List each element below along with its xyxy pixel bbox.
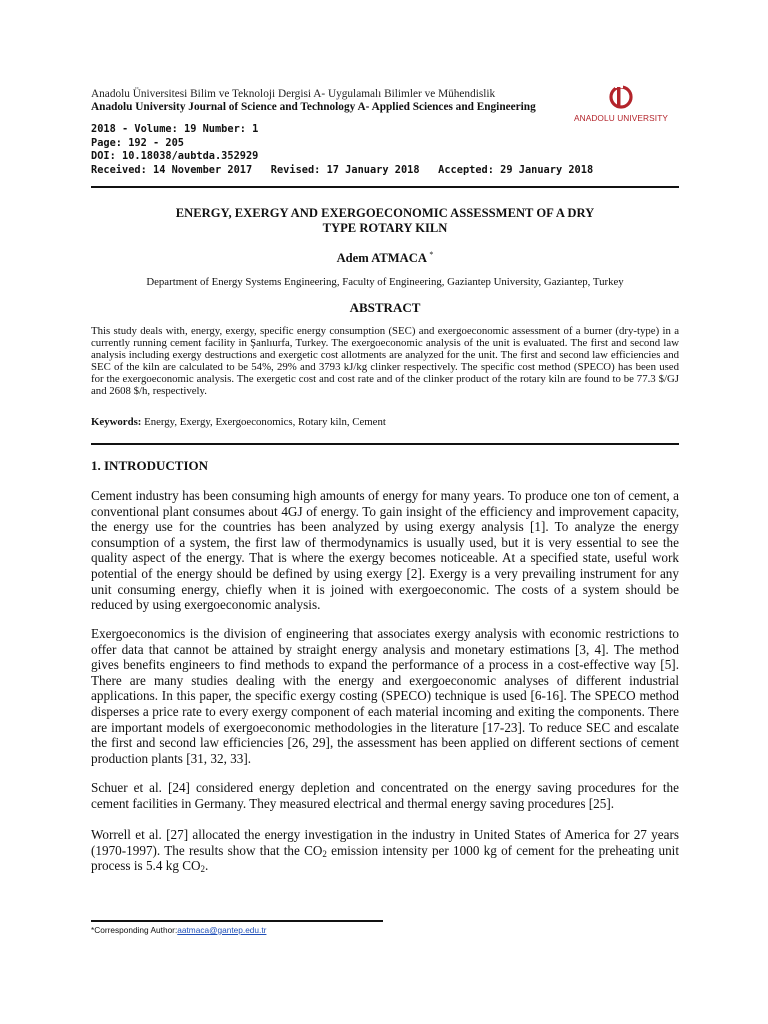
- footnote-label: *Corresponding Author:: [91, 925, 178, 935]
- author-text: Adem ATMACA: [336, 251, 427, 266]
- intro-paragraph-4: [91, 827, 679, 874]
- keywords-list: Energy, Exergy, Exergoeconomics, Rotary kiln, Cement: [144, 416, 386, 428]
- footnote: [91, 925, 266, 935]
- corresponding-email-link[interactable]: aatmaca@gantep.edu.tr: [177, 925, 267, 935]
- article-meta: [91, 123, 593, 177]
- university-logo-text: ANADOLU UNIVERSITY: [573, 113, 668, 123]
- intro-paragraph-2: Exergoeconomics is the division of engineering that associates exergy analysis with economic restrictions to offer data that cannot be attained by straight energy analysis and monetary estimations [3, 4]. The method gives benefits engineers to find methods to expand the performance of a process in a cost-effective way [5]. There are many studies dealing with the energy and exergoeconomic analyses of different industrial applications. In this paper, the specific exergy costing (SPECO) technique is used [6-16]. The SPECO method disperses a price rate to every exergy component of each material incoming and exiting the components. There are important models of exergoeconomic methodologies in the literature [17-23]. To reduce SEC and escalate the first and second law efficiencies [26, 29], the assessment has been applied on different sections of cement production plants [31, 32, 33].: [91, 626, 679, 766]
- p4-subscript-2: 2: [200, 864, 206, 875]
- p4-subscript-1: 2: [322, 848, 327, 859]
- meta-dates: Received: 14 November 2017 Revised: 17 January 2018 Accepted: 29 January 2018: [91, 163, 594, 176]
- author-name: [91, 250, 679, 266]
- abstract-divider: [91, 443, 679, 445]
- university-emblem-icon: [566, 85, 676, 113]
- keywords: [91, 416, 679, 428]
- section-heading: 1. INTRODUCTION: [91, 458, 209, 473]
- p4-text-2: emission intensity per 1000 kg of cement for the preheating unit process is 5.4 kg CO: [91, 842, 680, 874]
- meta-doi: DOI: 10.18038/aubtda.352929: [91, 150, 259, 162]
- footnote-divider: [91, 920, 383, 922]
- author-affiliation: Department of Energy Systems Engineering, Faculty of Engineering, Gaziantep University, Gaziantep, Turkey: [146, 276, 624, 288]
- meta-pages: Page: 192 - 205: [91, 136, 184, 149]
- title-line-2: TYPE ROTARY KILN: [322, 221, 448, 235]
- journal-name-english: Anadolu University Journal of Science and Technology A- Applied Sciences and Engineering: [91, 101, 536, 113]
- abstract-heading: ABSTRACT: [349, 300, 421, 315]
- intro-paragraph-3: Schuer et al. [24] considered energy depletion and concentrated on the energy saving procedures for the cement facilities in Germany. They measured electrical and thermal energy saving procedures [25].: [91, 780, 679, 811]
- author-mark: *: [429, 250, 434, 259]
- journal-name-turkish: Anadolu Üniversitesi Bilim ve Teknoloji Dergisi A- Uygulamalı Bilimler ve Mühendislik: [91, 88, 496, 100]
- abstract-text: This study deals with, energy, exergy, specific energy consumption (SEC) and exergoeconomic assessment of a burner (dry-type) in a currently running cement facility in Şanlıurfa, Turkey. The exergoeconomic analysis of the unit is evaluated. The first and second law analysis including exergy destructions and exergetic cost allotments are analyzed for the unit. The first and second law efficiencies and SEC of the kiln are calculated to be 54%, 29% and 3793 kJ/kg clinker respectively. The specific cost method (SPECO) has been used for the exergoeconomic analysis. The exergetic cost and cost rate and of the clinker product of the rotary kiln are found to be 77.3 $/GJ and 2608 $/h, respectively.: [91, 325, 679, 398]
- title-line-1: ENERGY, EXERGY AND EXERGOECONOMIC ASSESSMENT OF A DRY: [175, 206, 595, 220]
- meta-volume: 2018 - Volume: 19 Number: 1: [91, 123, 259, 135]
- keywords-label: Keywords:: [91, 416, 142, 428]
- p4-text-1: Worrell et al. [27] allocated the energy investigation in the industry in United States of America for 27 years (1970-1997). The results show that the CO: [91, 827, 679, 858]
- article-title: [91, 206, 679, 236]
- header-divider: [91, 186, 679, 188]
- p4-text-3: .: [205, 858, 209, 874]
- intro-paragraph-1: Cement industry has been consuming high amounts of energy for many years. To produce one ton of cement, a conventional plant consumes about 4GJ of energy. To gain insight of the efficiency and improvement capacity, the energy use for the countries has been analyzed by using exergy analysis [1]. To analyze the energy consumption of a system, the first law of thermodynamics is usually used, but it is very essential to see the quality aspect of the energy. That is where the exergy becomes noticeable. At a specified state, useful work potential of the energy should be defined by using exergy [2]. Exergy is a very prevailing instrument for any unit consuming energy, chiefly when it is joined with exergoeconomic. The costs of a system should be reduced by using exergoeconomic analysis.: [91, 488, 679, 613]
